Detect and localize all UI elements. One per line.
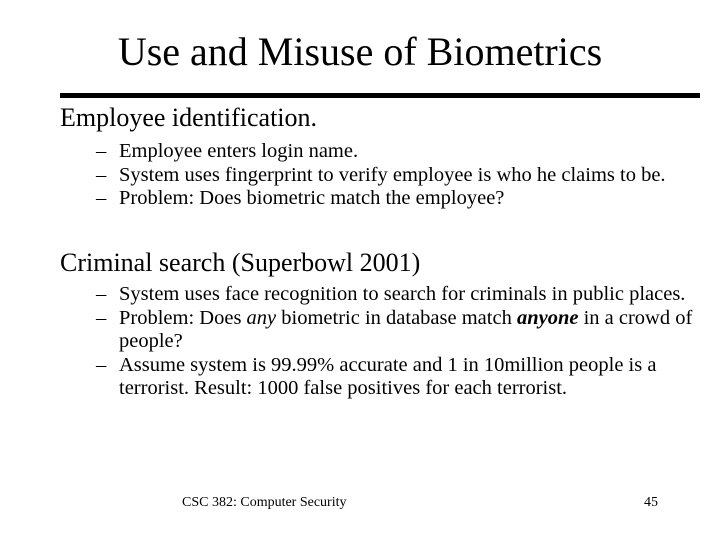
subpoint-text: System uses fingerprint to verify employee is who he claims to be. (119, 163, 666, 186)
subpoint-face-recognition (96, 283, 696, 307)
subpoint-text: Assume system is 99.99% accurate and 1 in 10million people is a terrorist. Result: 1000 false positives for each terrorist. (119, 353, 657, 399)
bullet-employee-identification: Employee identification. (60, 103, 318, 132)
emphasis-any: any (246, 306, 277, 329)
text-segment: biometric in database match (276, 306, 517, 329)
subpoint-text: Employee enters login name. (119, 140, 359, 162)
subpoint-problem-match (96, 187, 696, 211)
footer-course: CSC 382: Computer Security (182, 495, 347, 510)
subpoint-fingerprint (96, 164, 696, 188)
footer-page-number: 45 (644, 495, 658, 510)
subpoint-text (119, 307, 692, 353)
title-divider (60, 93, 700, 98)
dash-marker: – (96, 140, 107, 162)
dash-marker: – (96, 163, 107, 186)
dash-marker: – (96, 283, 107, 305)
dash-marker: – (96, 353, 107, 376)
text-segment: Problem: Does (119, 306, 247, 329)
subpoint-text: Problem: Does biometric match the employee? (119, 187, 505, 209)
subpoint-text: System uses face recognition to search for criminals in public places. (119, 283, 686, 305)
slide-title: Use and Misuse of Biometrics (117, 29, 603, 74)
criminal-search-subpoints (96, 283, 696, 401)
text-segment: in a crowd of people? (119, 306, 693, 352)
subpoint-false-positives (96, 354, 696, 401)
emphasis-anyone: anyone (516, 306, 579, 329)
employee-identification-subpoints (96, 140, 696, 211)
bullet-criminal-search: Criminal search (Superbowl 2001) (60, 248, 421, 277)
subpoint-problem-crowd (96, 307, 696, 354)
dash-marker: – (96, 187, 107, 209)
subpoint-login-name (96, 140, 696, 164)
dash-marker: – (96, 306, 107, 329)
